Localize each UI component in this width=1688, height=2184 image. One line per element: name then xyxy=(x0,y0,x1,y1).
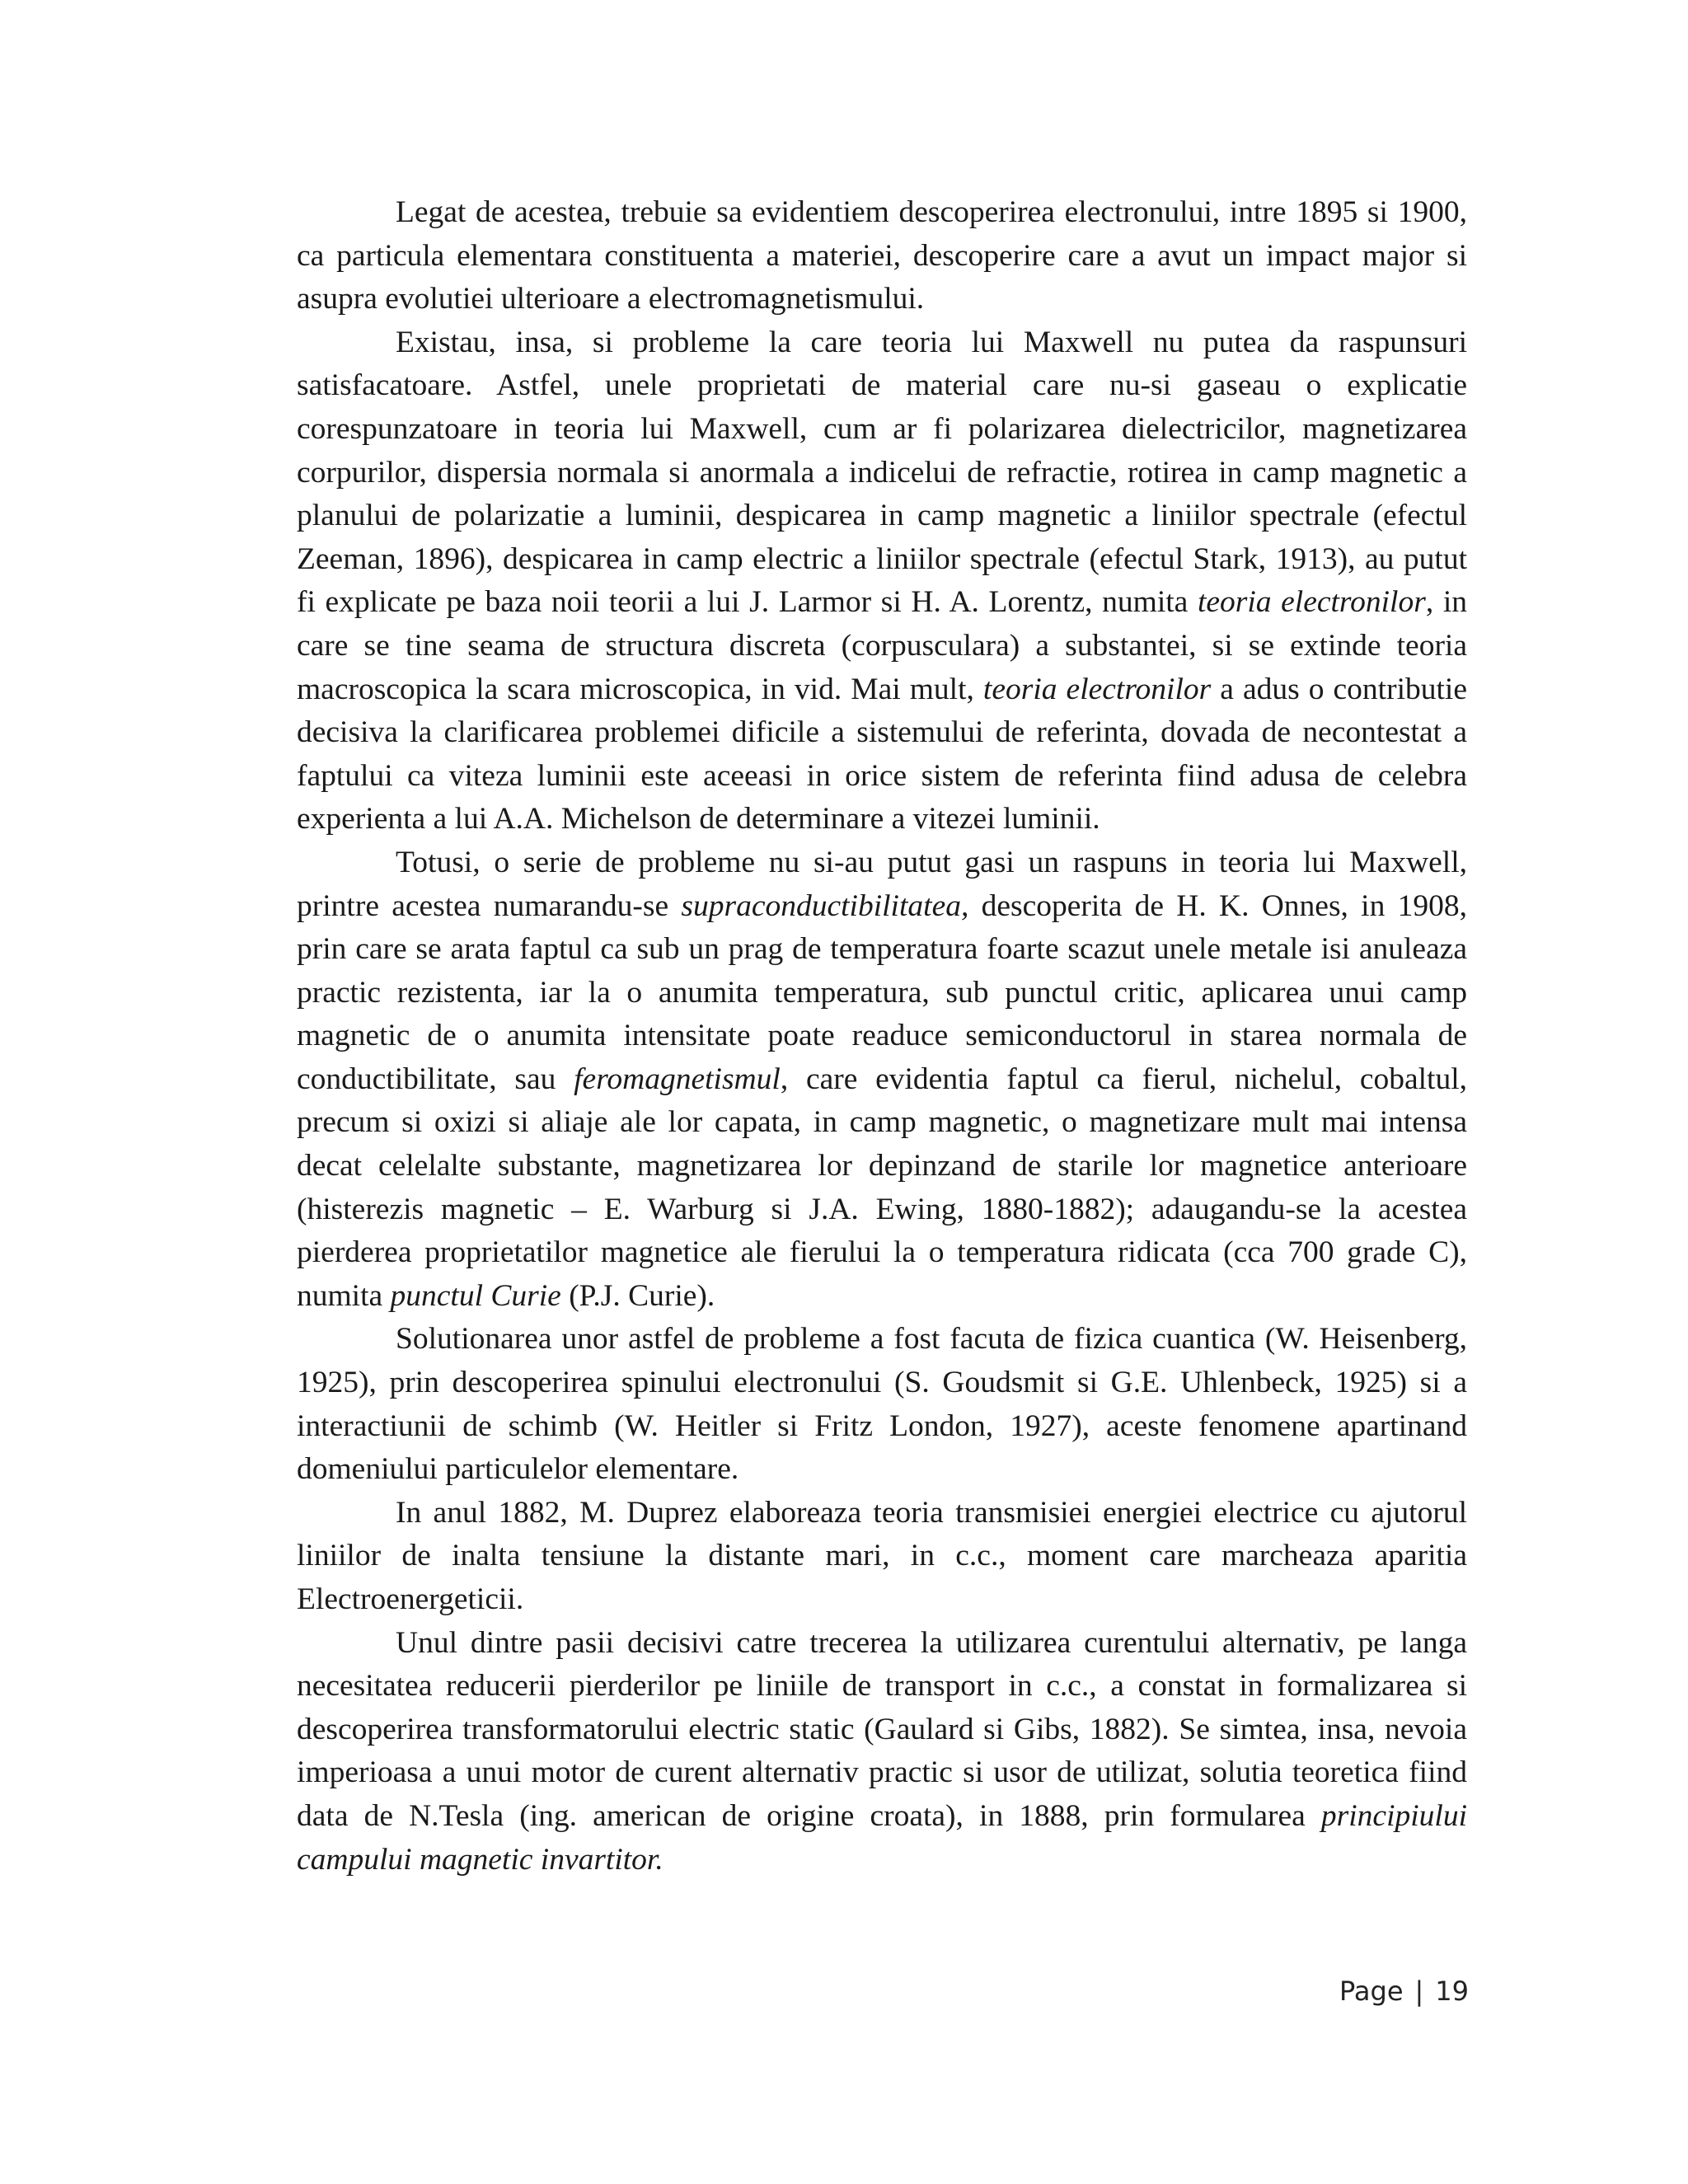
paragraph-6 xyxy=(297,1622,1467,1882)
italic-term: punctul Curie xyxy=(390,1278,561,1313)
page-body xyxy=(297,191,1467,1882)
text-segment: Existau, insa, si probleme la care teoria lui Maxwell nu putea da raspunsuri satisfacatoare. Astfel, unele proprietati de material care nu-si gaseau o explicatie corespunzatoare in teoria lui Maxwell, cum ar fi polarizarea dielectricilor, magnetizarea corpurilor, dispersia normala si anormala a indicelui de refractie, rotirea in camp magnetic a planului de polarizatie a luminii, despicarea in camp magnetic a liniilor spectrale (efectul Zeeman, 1896), despicarea in camp electric a liniilor spectrale (efectul Stark, 1913), au putut fi explicate pe baza noii teorii a lui J. Larmor si H. A. Lorentz, numita xyxy=(297,325,1467,620)
italic-term: teoria electronilor xyxy=(1197,585,1426,620)
paragraph-3 xyxy=(297,841,1467,1319)
text-segment: , care evidentia faptul ca fierul, nichelul, cobaltul, precum si oxizi si aliaje ale lor capata, in camp magnetic, o magnetizare mult mai intensa decat celelalte substante, magnetizarea lor depinzand de starile lor magnetice anterioare (histerezis magnetic – E. Warburg si J.A. Ewing, 1880-1882); adaugandu-se la acestea pierderea proprietatilor magnetice ale fierului la o temperatura ridicata (cca 700 grade C), numita xyxy=(297,1062,1468,1313)
paragraph-5 xyxy=(297,1492,1467,1622)
page-label: Page xyxy=(1339,1975,1404,2007)
text-segment: Solutionarea unor astfel de probleme a fost facuta de fizica cuantica (W. Heisenberg, 1925), prin descoperirea spinului electronului (S. Goudsmit si G.E. Uhlenbeck, 1925) si a interactiunii de schimb (W. Heitler si Fritz London, 1927), aceste fenomene apartinand domeniului particulelor elementare. xyxy=(297,1322,1467,1487)
italic-term: feromagnetismul xyxy=(574,1062,781,1096)
page-footer xyxy=(1339,1975,1469,2007)
page-number: 19 xyxy=(1435,1975,1469,2007)
text-segment: Unul dintre pasii decisivi catre trecerea la utilizarea curentului alternativ, pe langa necesitatea reducerii pierderilor pe liniile de transport in c.c., a constat in formalizarea si descoperirea transformatorului electric static (Gaulard si Gibs, 1882). Se simtea, insa, nevoia imperioasa a unui motor de curent alternativ practic si usor de utilizat, solutia teoretica fiind data de N.Tesla (ing. american de origine croata), in 1888, prin formularea xyxy=(297,1625,1467,1833)
text-segment: In anul 1882, M. Duprez elaboreaza teoria transmisiei energiei electrice cu ajutorul liniilor de inalta tensiune la distante mari, in c.c., moment care marcheaza aparitia Electroenergeticii. xyxy=(297,1495,1467,1616)
text-segment: Legat de acestea, trebuie sa evidentiem descoperirea electronului, intre 1895 si 1900, ca particula elementara constituenta a materiei, descoperire care a avut un impact major si asupra evolutiei ulterioare a electromagnetismului. xyxy=(297,195,1467,316)
text-segment: descoperita de H. K. Onnes, in 1908, prin care se arata faptul ca sub un prag de temperatura foarte scazut unele metale isi anuleaza practic rezistenta, iar la o anumita temperatura, sub punctul critic, aplicarea unui camp magnetic de o anumita intensitate poate readuce semiconductorul in starea normala de conductibilitate, sau xyxy=(297,888,1467,1096)
text-segment: a adus o contributie decisiva la clarificarea problemei dificile a sistemului de referinta, dovada de necontestat a faptului ca viteza luminii este aceeasi in orice sistem de referinta fiind adusa de celebra experienta a lui A.A. Michelson de determinare a vitezei luminii. xyxy=(297,672,1467,837)
italic-term: teoria electronilor xyxy=(982,672,1212,706)
page-separator: | xyxy=(1414,1975,1424,2007)
italic-term: principiului campului magnetic invartitor. xyxy=(297,1798,1467,1877)
text-segment: Totusi, o serie de probleme nu si-au putut gasi un raspuns in teoria lui Maxwell, printre acestea numarandu-se xyxy=(297,845,1467,923)
text-segment: (P.J. Curie). xyxy=(560,1278,715,1313)
italic-term: supraconductibilitatea, xyxy=(681,888,969,923)
paragraph-2 xyxy=(297,321,1467,841)
paragraph-4 xyxy=(297,1318,1467,1491)
paragraph-1 xyxy=(297,191,1467,321)
text-segment: , in care se tine seama de structura discreta (corpusculara) a substantei, si se extinde teoria macroscopica la scara microscopica, in vid. Mai mult, xyxy=(297,585,1468,706)
